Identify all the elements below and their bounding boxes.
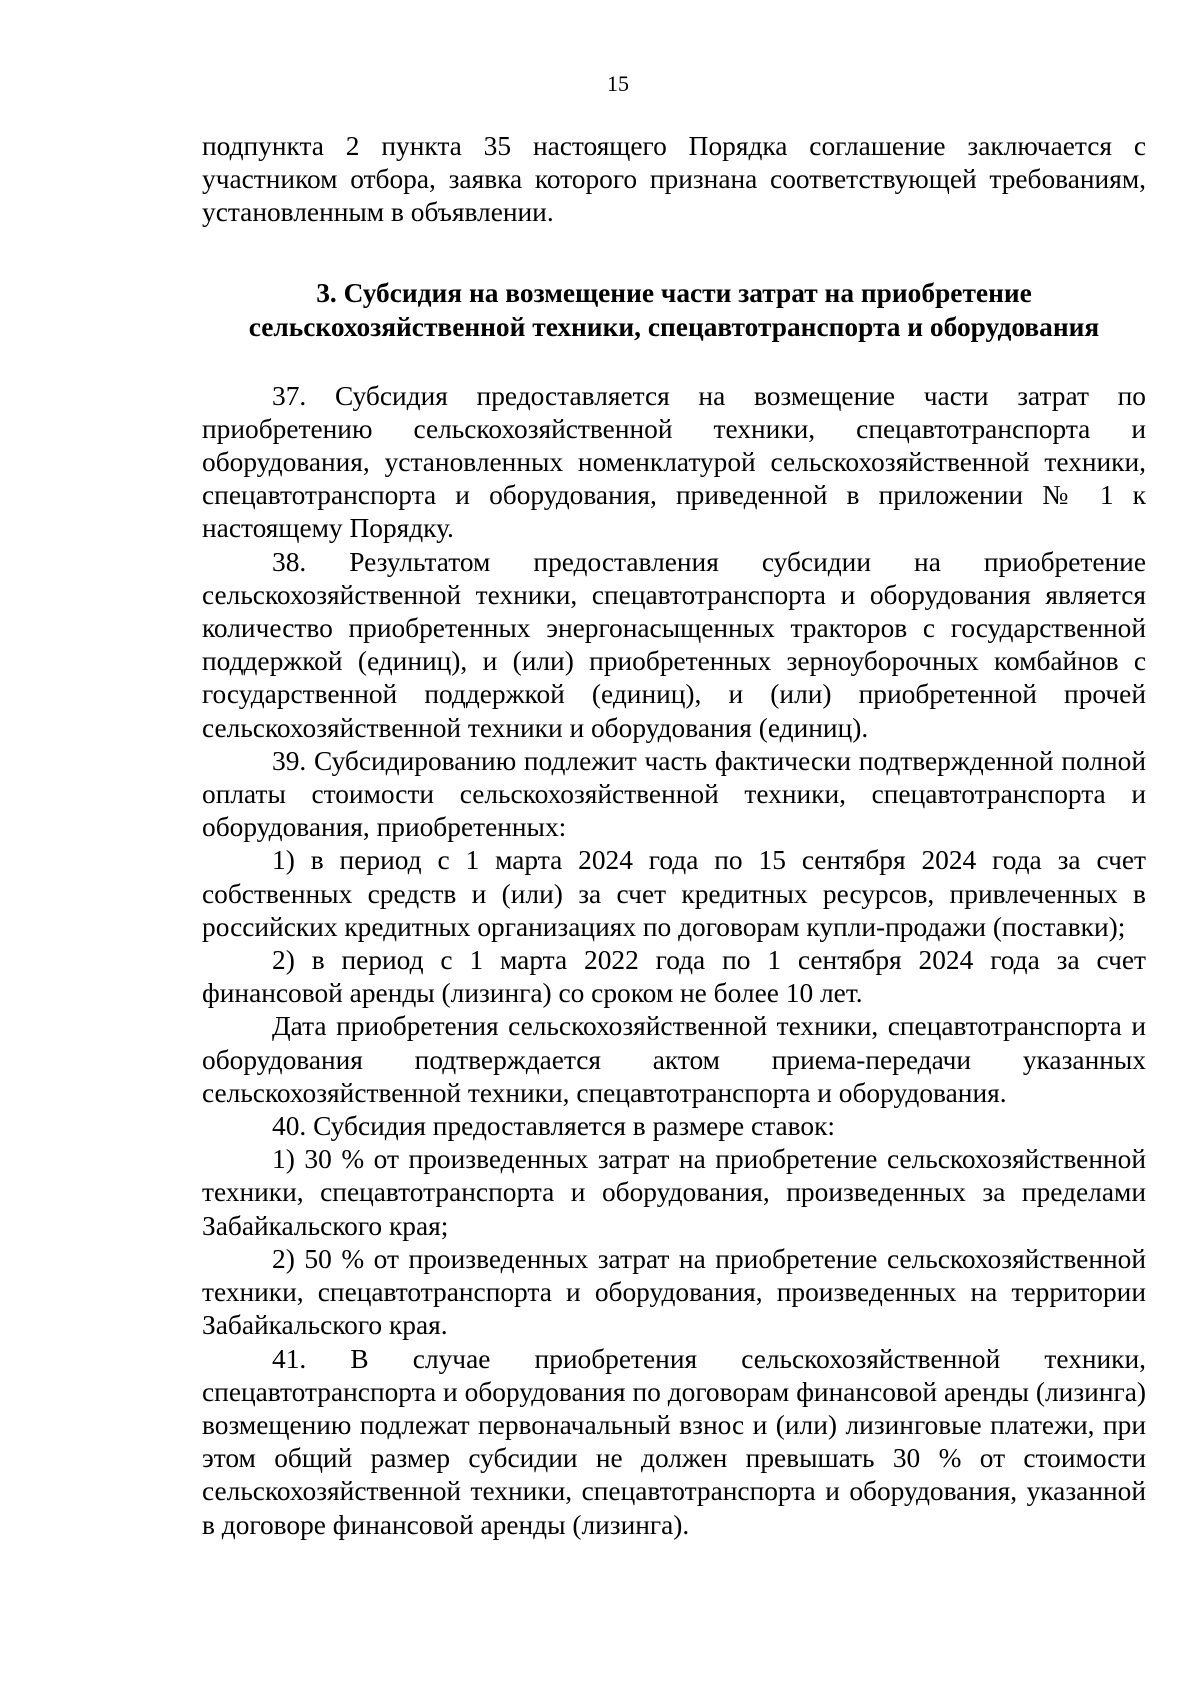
paragraph-41: 41. В случае приобретения сельскохозяйственной техники, спецавтотранспорта и оборудования по договорам финансовой аренды (лизинга) возмещению подлежат первоначальный взнос и (или) лизинговые платежи, при этом общий размер субсидии не должен превышать 30 % от стоимости сельскохозяйственной техники, спецавтотранспорта и оборудования, указанной в договоре финансовой аренды (лизинга). (202, 1343, 1146, 1540)
intro-paragraph: подпункта 2 пункта 35 настоящего Порядка соглашение заключается с участником отбора, заявка которого признана соответствующей требованиям, установленным в объявлении. (202, 131, 1146, 228)
paragraph-40-item-2: 2) 50 % от произведенных затрат на приобретение сельскохозяйственной техники, спецавтотранспорта и оборудования, произведенных на территории Забайкальского края. (202, 1243, 1146, 1341)
paragraph-37: 37. Субсидия предоставляется на возмещение части затрат по приобретению сельскохозяйственной техники, спецавтотранспорта и оборудования, установленных номенклатурой сельскохозяйственной техники, спецавтотранспорта и оборудования, приведенной в приложении № 1 к настоящему Порядку. (202, 380, 1146, 544)
paragraph-39-date: Дата приобретения сельскохозяйственной техники, спецавтотранспорта и оборудования подтверждается актом приема-передачи указанных сельскохозяйственной техники, спецавтотранспорта и оборудования. (202, 1011, 1146, 1108)
section-title (202, 276, 1146, 344)
section-title-line-2: сельскохозяйственной техники, спецавтотранспорта и оборудования (248, 311, 1100, 342)
paragraph-39-item-2: 2) в период с 1 марта 2022 года по 1 сентября 2024 года за счет финансовой аренды (лизинга) со сроком не более 10 лет. (202, 945, 1146, 1009)
paragraph-40-item-1: 1) 30 % от произведенных затрат на приобретение сельскохозяйственной техники, спецавтотранспорта и оборудования, произведенных за пределами Забайкальского края; (202, 1144, 1146, 1241)
paragraph-40: 40. Субсидия предоставляется в размере ставок: (272, 1111, 836, 1142)
document-body (202, 130, 1146, 1542)
section-title-line-1: 3. Субсидия на возмещение части затрат на приобретение (316, 277, 1032, 308)
paragraph-38: 38. Результатом предоставления субсидии на приобретение сельскохозяйственной техники, спецавтотранспорта и оборудования является количество приобретенных энергонасыщенных тракторов с государственной поддержкой (единиц), и (или) приобретенных зерноуборочных комбайнов с государственной поддержкой (единиц), и (или) приобретенной прочей сельскохозяйственной техники и оборудования (единиц). (202, 546, 1146, 743)
page-number: 15 (607, 71, 629, 96)
paragraph-39-item-1: 1) в период с 1 марта 2024 года по 15 сентября 2024 года за счет собственных средств и (или) за счет кредитных ресурсов, привлеченных в российских кредитных организациях по договорам купли-продажи (поставки); (202, 845, 1146, 942)
paragraph-39: 39. Субсидированию подлежит часть фактически подтвержденной полной оплаты стоимости сельскохозяйственной техники, спецавтотранспорта и оборудования, приобретенных: (202, 745, 1146, 843)
